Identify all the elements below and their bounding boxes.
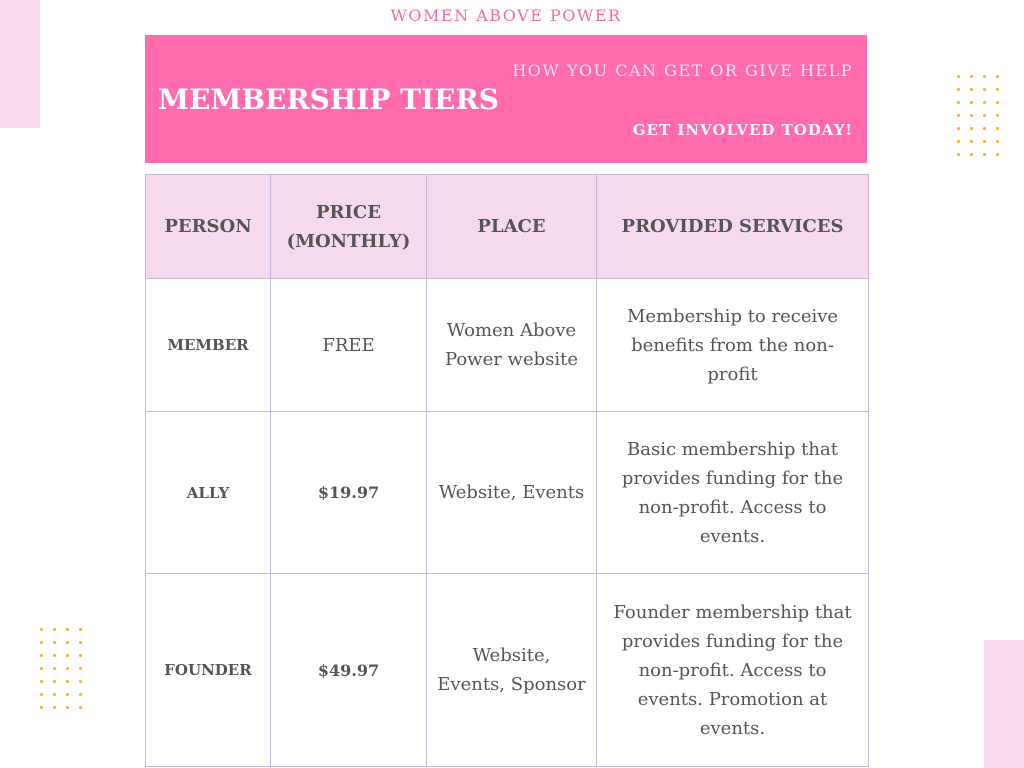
organization-name: WOMEN ABOVE POWER	[390, 6, 622, 25]
tier-place: Website, Events, Sponsor	[427, 574, 597, 767]
column-header-services: PROVIDED SERVICES	[597, 175, 869, 279]
tier-services: Membership to receive benefits from the non-profit	[597, 279, 869, 412]
column-header-place: PLACE	[427, 175, 597, 279]
decorative-block-top-left	[0, 0, 40, 128]
table-row	[146, 574, 869, 767]
tier-price: $49.97	[271, 574, 427, 767]
table-row	[146, 279, 869, 412]
tier-price: $19.97	[271, 412, 427, 574]
tier-name: FOUNDER	[146, 574, 271, 767]
banner-subtitle: HOW YOU CAN GET OR GIVE HELP	[512, 61, 853, 80]
call-to-action: GET INVOLVED TODAY!	[632, 121, 853, 139]
tier-name: MEMBER	[146, 279, 271, 412]
tier-place: Website, Events	[427, 412, 597, 574]
table-row	[146, 412, 869, 574]
tier-name: ALLY	[146, 412, 271, 574]
membership-table	[145, 174, 869, 767]
decorative-block-bottom-right	[984, 640, 1024, 768]
column-header-price: PRICE (MONTHLY)	[271, 175, 427, 279]
page-title: MEMBERSHIP TIERS	[158, 83, 499, 116]
decorative-dots-top-right	[957, 75, 1000, 156]
decorative-dots-bottom-left	[40, 628, 83, 709]
title-banner	[145, 35, 867, 163]
tier-services: Founder membership that provides funding for the non-profit. Access to events. Promotion at events.	[597, 574, 869, 767]
tier-price: FREE	[271, 279, 427, 412]
table-header-row	[146, 175, 869, 279]
tier-place: Women Above Power website	[427, 279, 597, 412]
column-header-person: PERSON	[146, 175, 271, 279]
tier-services: Basic membership that provides funding for the non-profit. Access to events.	[597, 412, 869, 574]
